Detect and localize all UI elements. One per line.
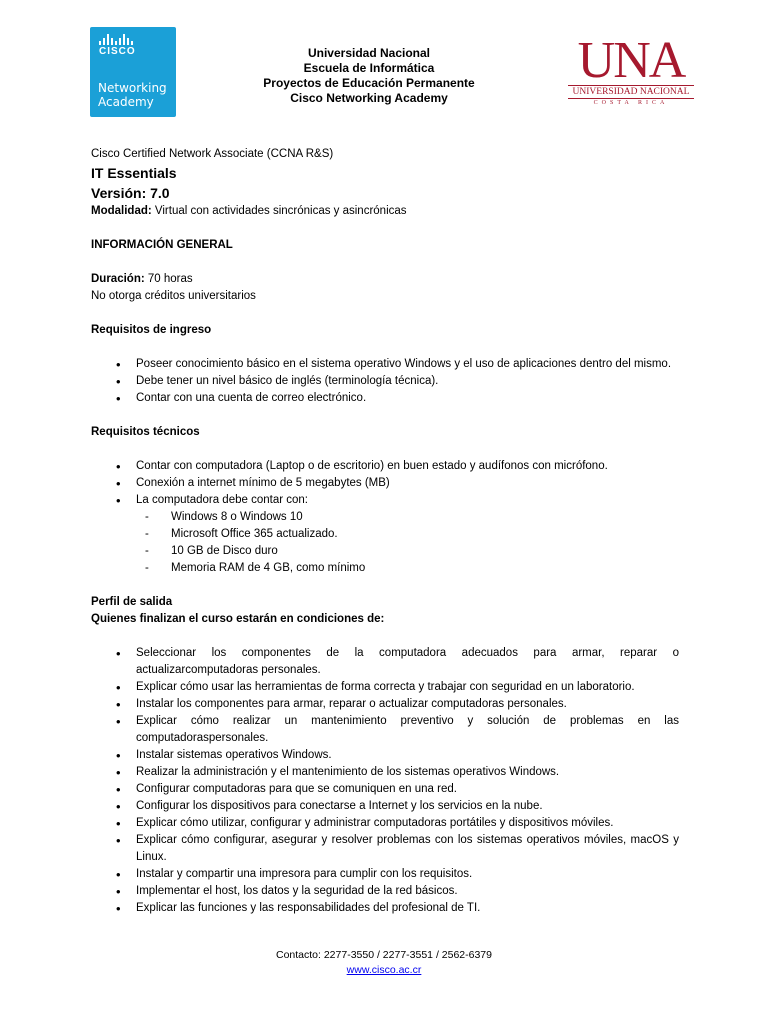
list-item: • Poseer conocimiento básico en el sistema operativo Windows y el uso de aplicaciones dentro del mismo. [91, 356, 679, 373]
computer-specs-list [91, 509, 679, 577]
list-item: • Explicar cómo utilizar, configurar y administrar computadoras portátiles y dispositivos móviles. [91, 815, 679, 832]
profile-heading: Perfil de salida [91, 596, 173, 608]
cisco-brand-text: CISCO [99, 46, 136, 57]
list-item: - 10 GB de Disco duro [91, 543, 679, 560]
list-item: • Contar con computadora (Laptop o de escritorio) en buen estado y audífonos con micrófono. [91, 458, 679, 475]
una-name: UNIVERSIDAD NACIONAL [568, 85, 694, 99]
course-title: IT Essentials [91, 165, 177, 181]
list-item: • Realizar la administración y el mantenimiento de los sistemas operativos Windows. [91, 764, 679, 781]
course-version: Versión: 7.0 [91, 185, 170, 201]
tech-requirements-heading: Requisitos técnicos [91, 426, 200, 438]
list-item: • Contar con una cuenta de correo electrónico. [91, 390, 679, 407]
una-letters: UNA [577, 32, 685, 89]
list-item: • Implementar el host, los datos y la seguridad de la red básicos. [91, 883, 679, 900]
header-line: Cisco Networking Academy [290, 91, 448, 105]
footer [0, 948, 768, 978]
cisco-networking-academy-logo [90, 27, 176, 117]
entry-requirements-list [91, 356, 679, 407]
list-item: • Instalar y compartir una impresora para cumplir con los requisitos. [91, 866, 679, 883]
header-line: Universidad Nacional [307, 46, 431, 60]
course-modality: Modalidad: Virtual con actividades sincrónicas y asincrónicas [91, 205, 407, 217]
list-item: • Instalar los componentes para armar, reparar o actualizar computadoras personales. [91, 696, 679, 713]
list-item: • Conexión a internet mínimo de 5 megabytes (MB) [91, 475, 679, 492]
list-item: • Explicar las funciones y las responsabilidades del profesional de TI. [91, 900, 679, 917]
contact-phones: Contacto: 2277-3550 / 2277-3551 / 2562-6379 [275, 949, 492, 961]
profile-list [91, 645, 679, 917]
list-item: • Configurar computadoras para que se comuniquen en una red. [91, 781, 679, 798]
tech-requirements-list [91, 458, 679, 509]
header-line: Proyectos de Educación Permanente [263, 76, 475, 90]
networking-academy-text: Networking Academy [98, 81, 167, 109]
list-item: • Configurar los dispositivos para conectarse a Internet y los servicios en la nube. [91, 798, 679, 815]
website-link[interactable]: www.cisco.ac.cr [346, 964, 422, 976]
una-logo [568, 32, 694, 106]
list-item: • Explicar cómo usar las herramientas de forma correcta y trabajar con seguridad en un laboratorio. [91, 679, 679, 696]
general-heading: INFORMACIÓN GENERAL [91, 239, 233, 251]
credits-note: No otorga créditos universitarios [91, 290, 256, 302]
cisco-bars-icon [99, 33, 170, 45]
header-line: Escuela de Informática [303, 61, 435, 75]
list-item: - Windows 8 o Windows 10 [91, 509, 679, 526]
entry-requirements-heading: Requisitos de ingreso [91, 324, 212, 336]
profile-intro: Quienes finalizan el curso estarán en condiciones de: [91, 613, 385, 625]
document-body [91, 146, 679, 917]
course-duration: Duración: 70 horas [91, 273, 193, 285]
list-item: • Explicar cómo configurar, asegurar y resolver problemas con los sistemas operativos móviles, macOS y Linux. [91, 832, 679, 866]
list-item: • Instalar sistemas operativos Windows. [91, 747, 679, 764]
list-item: - Memoria RAM de 4 GB, como mínimo [91, 560, 679, 577]
list-item: • Explicar cómo realizar un mantenimiento preventivo y solución de problemas en las computadoraspersonales. [91, 713, 679, 747]
certification-name: Cisco Certified Network Associate (CCNA R&S) [91, 148, 334, 160]
header-institution [240, 46, 498, 106]
list-item: • La computadora debe contar con: [91, 492, 679, 509]
una-country: COSTA RICA [593, 100, 669, 106]
list-item: - Microsoft Office 365 actualizado. [91, 526, 679, 543]
list-item: • Debe tener un nivel básico de inglés (terminología técnica). [91, 373, 679, 390]
list-item: • Seleccionar los componentes de la computadora adecuados para armar, reparar o actualizarcomputadoras personales. [91, 645, 679, 679]
